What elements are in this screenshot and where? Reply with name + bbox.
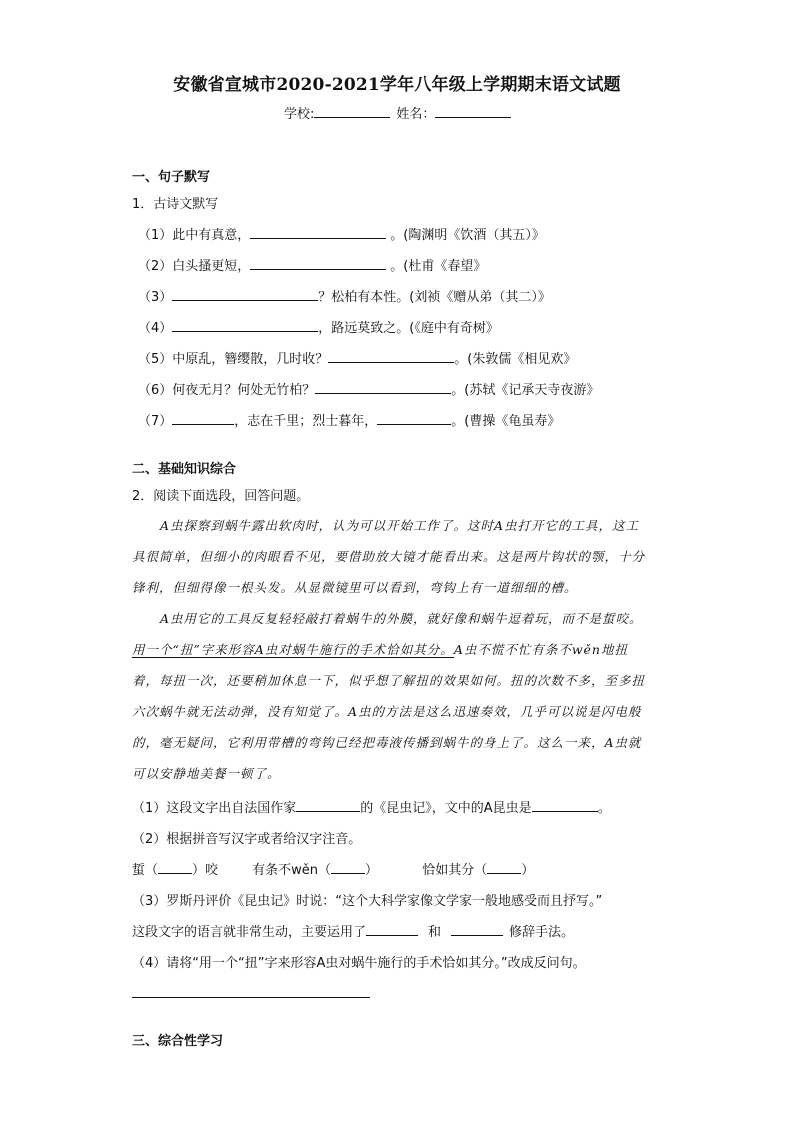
answer-blank[interactable] [331,860,365,874]
answer-blank[interactable] [487,860,521,874]
section-3-heading: 三、综合性学习 [132,1034,224,1049]
school-label: 学校: [284,107,315,122]
answer-blank[interactable] [315,380,451,394]
q1-item-3: （3） ？松柏有本性。(刘祯《赠从弟（其二）》 [138,286,551,305]
answer-blank[interactable] [250,225,386,239]
answer-blank[interactable] [377,411,451,425]
section-2-heading: 二、基础知识综合 [132,462,237,477]
answer-blank[interactable] [451,922,503,936]
underlined-sentence: 用一个“扭”字来形容A虫对蜗牛施行的手术恰如其分。 [132,642,454,657]
student-info [284,103,511,122]
answer-blank[interactable] [172,287,318,301]
q1-item-2: （2）白头搔更短， 。(杜甫《春望》 [138,255,486,274]
q2-sub3-line2: 这段文字的语言就非常生动，主要运用了 和 修辞手法。 [132,921,574,940]
answer-line[interactable] [132,997,370,998]
q1-item-1: （1）此中有真意， 。(陶渊明《饮酒（其五）》 [138,224,545,243]
q2-stem: 2．阅读下面选段，回答问题。 [132,489,310,504]
page-title: 安徽省宣城市2020-2021学年八年级上学期期末语文试题 [173,75,621,95]
passage-line: 六次蜗牛就无法动弹，没有知觉了。A虫的方法是这么迅速奏效，几乎可以说是闪电般 [132,704,642,719]
passage-line: A虫用它的工具反复轻轻敲打着蜗牛的外膜，就好像和蜗牛逗着玩，而不是蜇咬。 [160,611,643,626]
passage-line: 着，每扭一次，还要稍加休息一下，似乎想了解扭的效果如何。扭的次数不多，至多扭 [132,673,646,688]
q1-item-7: （7） ，志在千里；烈士暮年， 。(曹操《龟虽寿》 [138,410,560,429]
answer-blank[interactable] [250,256,386,270]
answer-blank[interactable] [172,318,318,332]
q1-item-4: （4） ，路远莫致之。(《庭中有奇树》 [138,317,499,336]
passage-line: 可以安静地美餐一顿了。 [132,766,281,781]
school-blank[interactable] [314,104,390,118]
q2-sub4: （4）请将“用一个“扭”字来形容A虫对蜗牛施行的手术恰如其分。”改成反问句。 [132,956,586,971]
passage-line: 的，毫无疑问，它利用带槽的弯钩已经把毒液传播到蜗牛的身上了。这么一来，A虫就 [132,735,642,750]
passage-line: 具很简单，但细小的肉眼看不见，要借助放大镜才能看出来。这是两片钩状的颚，十分 [132,549,646,564]
q2-sub1: （1）这段文字出自法国作家 的《昆虫记》，文中的A昆虫是 。 [132,797,611,816]
section-1-heading: 一、句子默写 [132,170,211,185]
passage-line: A虫探察到蜗牛露出软肉时，认为可以开始工作了。这时A虫打开它的工具，这工 [160,518,640,533]
pinyin-row: 蜇（ ）咬 有条不wěn（ ） 恰如其分（ ） [132,859,534,878]
q1-stem: 1．古诗文默写 [132,197,219,212]
answer-blank[interactable] [532,798,598,812]
q1-item-5: （5）中原乱，簪缨散，几时收？ 。(朱敦儒《相见欢》 [138,348,576,367]
answer-blank[interactable] [296,798,360,812]
passage-line: 锋利，但细得像一根头发。从显微镜里可以看到，弯钩上有一道细细的槽。 [132,580,578,595]
answer-blank[interactable] [328,349,454,363]
answer-blank[interactable] [366,922,418,936]
name-blank[interactable] [435,104,511,118]
q2-sub2: （2）根据拼音写汉字或者给汉字注音。 [132,832,362,847]
answer-blank[interactable] [172,411,234,425]
q1-item-6: （6）何夜无月？何处无竹柏？ 。(苏轼《记承天寺夜游》 [138,379,599,398]
answer-blank[interactable] [158,860,192,874]
name-label: 姓名： [396,107,436,122]
q2-sub3-line1: （3）罗斯丹评价《昆虫记》时说：“这个大科学家像文学家一般地感受而且抒写。” [132,894,603,909]
passage-line: 用一个“扭”字来形容A虫对蜗牛施行的手术恰如其分。A虫不慌不忙有条不wěn地扭 [132,642,628,657]
